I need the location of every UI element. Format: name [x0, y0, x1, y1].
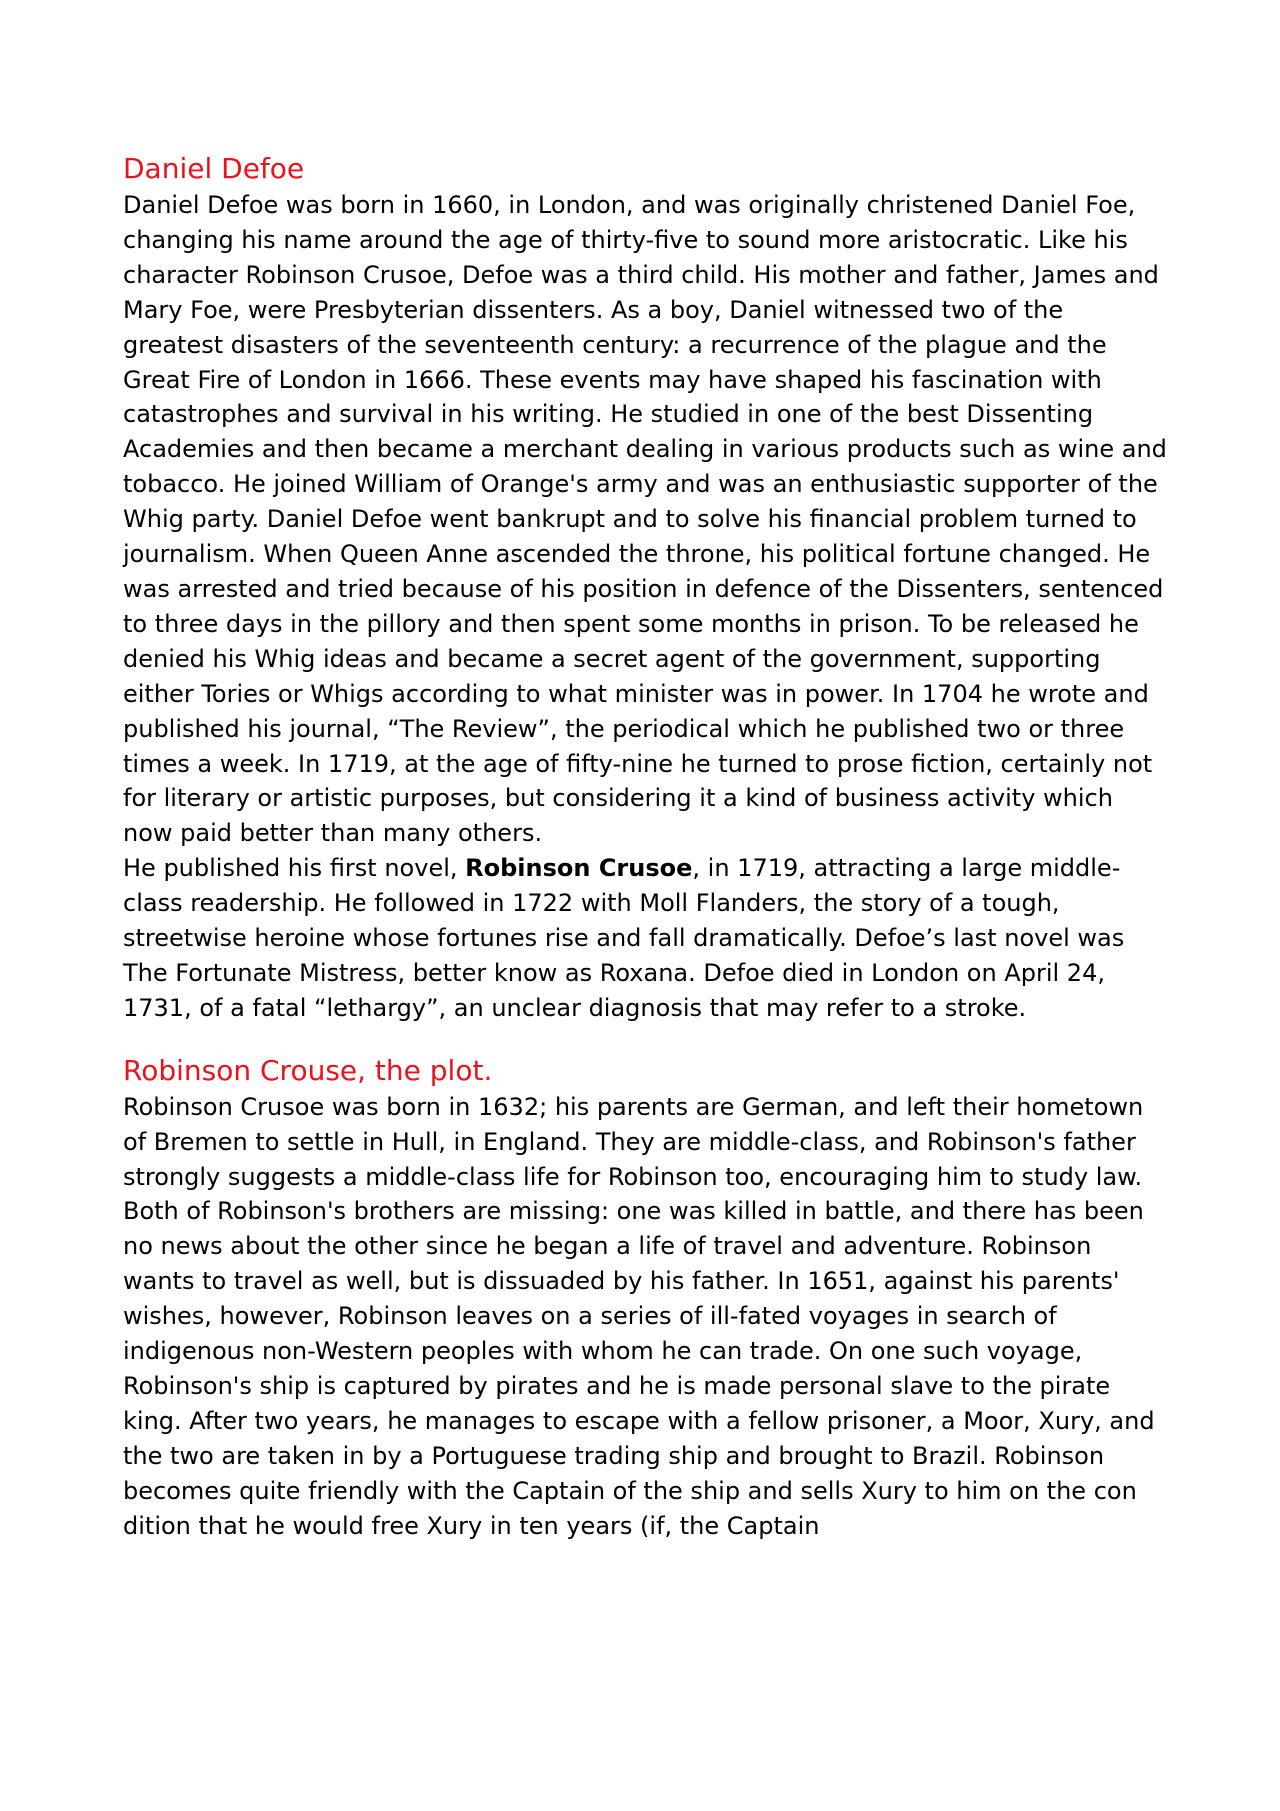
- section-heading: Daniel Defoe: [123, 152, 305, 185]
- novel-title-bold: Robinson Crusoe: [465, 854, 693, 883]
- paragraph: Daniel Defoe was born in 1660, in London, and was originally christened Daniel Foe, changing his name around the age of thirty-five to sound more aristocratic. Like his character Robinson Crusoe, Defoe was a third child. His mother and father, James and Mary Foe, were Presbyterian dissenters. As a boy, Daniel witnessed two of the greatest disasters of the seventeenth century: a recurrence of the plague and the Great Fire of London in 1666. These events may have shaped his fascination with catastrophes and survival in his writing. He studied in one of the best Dissenting Academies and then became a merchant dealing in various products such as wine and tobacco. He joined William of Orange's army and was an enthusiastic supporter of the Whig party. Daniel Defoe went bankrupt and to solve his financial problem turned to journalism. When Queen Anne ascended the throne, his political fortune changed. He was arrested and tried because of his position in defence of the Dissenters, sentenced to three days in the pillory and then spent some months in prison. To be released he denied his Whig ideas and became a secret agent of the government, supporting either Tories or Whigs according to what minister was in power. In 1704 he wrote and published his journal, “The Review”, the periodical which he published two or three times a week. In 1719, at the age of fifty-nine he turned to prose fiction, certainly not for literary or artistic purposes, but considering it a kind of business activity which now paid better than many others.: [123, 191, 1167, 848]
- paragraph: Robinson Crusoe was born in 1632; his parents are German, and left their hometown of Bremen to settle in Hull, in England. They are middle-class, and Robinson's father strongly suggests a middle-class life for Robinson too, encouraging him to study law. Both of Robinson's brothers are missing: one was killed in battle, and there has been no news about the other since he began a life of travel and adventure. Robinson wants to travel as well, but is dissuaded by his father. In 1651, against his parents' wishes, however, Robinson leaves on a series of ill-fated voyages in search of indigenous non-Western peoples with whom he can trade. On one such voyage, Robinson's ship is captured by pirates and he is made personal slave to the pirate king. After two years, he manages to escape with a fellow prisoner, a Moor, Xury, and the two are taken in by a Portuguese trading ship and brought to Brazil. Robinson becomes quite friendly with the Captain of the ship and sells Xury to him on the con dition that he would free Xury in ten years (if, the Captain: [123, 1092, 1155, 1540]
- section-robinson-plot: [123, 1052, 1168, 1544]
- document-page: [123, 150, 1168, 1544]
- paragraph: [123, 851, 1168, 1026]
- text-run: He published his first novel,: [123, 854, 466, 883]
- text-run: , in 1719, attracting a large middle-class readership. He followed in 1722 with Moll Flanders, the story of a tough, streetwise heroine whose fortunes rise and fall dramatically. Defoe’s last novel was The Fortunate Mistress, better know as Roxana. Defoe died in London on April 24, 1731, of a fatal “lethargy”, an unclear diagnosis that may refer to a stroke.: [123, 854, 1125, 1022]
- section-heading: Robinson Crouse, the plot.: [123, 1053, 493, 1087]
- section-daniel-defoe: [123, 150, 1168, 1026]
